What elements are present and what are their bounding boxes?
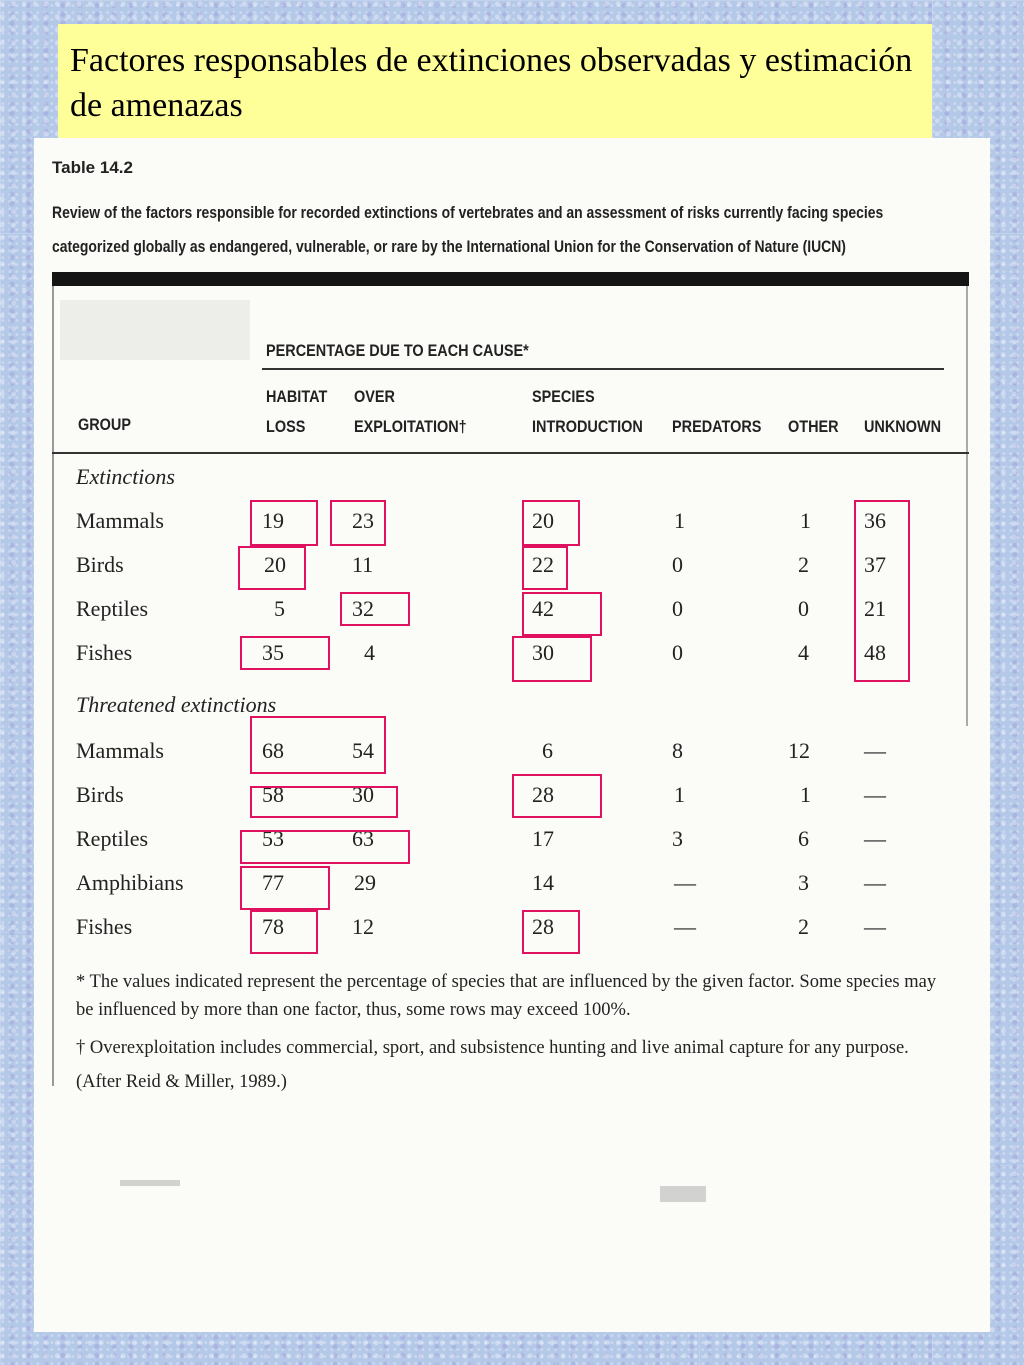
cell-predators: — xyxy=(674,914,696,939)
cell-over: 30 xyxy=(352,782,374,807)
row-label: Birds xyxy=(76,782,124,807)
cell-predators: 0 xyxy=(672,596,683,621)
table-caption xyxy=(52,196,962,264)
highlight-box xyxy=(250,786,398,818)
header-other: OTHER xyxy=(788,417,839,436)
cell-species: 22 xyxy=(532,552,554,577)
row-label: Fishes xyxy=(76,640,133,665)
highlight-box xyxy=(512,774,602,818)
cell-over: 4 xyxy=(364,640,375,665)
cell-unknown: — xyxy=(864,914,886,939)
cell-over: 23 xyxy=(352,508,374,533)
row-label: Fishes xyxy=(76,914,133,939)
cell-predators: 1 xyxy=(674,508,685,533)
cell-over: 32 xyxy=(352,596,374,621)
row-label: Reptiles xyxy=(76,596,149,621)
highlight-box xyxy=(854,500,910,682)
cell-habitat: 78 xyxy=(262,914,284,939)
cell-habitat: 58 xyxy=(262,782,284,807)
header-group: GROUP xyxy=(78,415,131,434)
header-species-introduction xyxy=(532,382,643,442)
row-label: Amphibians xyxy=(76,870,184,895)
cell-other: 4 xyxy=(798,640,809,665)
cell-habitat: 5 xyxy=(274,596,285,621)
header-unknown: UNKNOWN xyxy=(864,417,942,436)
cell-other: 2 xyxy=(798,914,809,939)
caption-line-2: categorized globally as endangered, vulnerable, or rare by the International Union for the Conservation of Nature (IUCN) xyxy=(52,237,846,256)
highlight-box xyxy=(240,636,330,670)
cell-species: 14 xyxy=(532,870,554,895)
cell-predators: 8 xyxy=(672,738,683,763)
cell-habitat: 53 xyxy=(262,826,284,851)
header-spanner: PERCENTAGE DUE TO EACH CAUSE* xyxy=(266,341,529,360)
highlight-box xyxy=(522,910,580,954)
table-right-edge xyxy=(966,286,968,726)
cell-unknown: — xyxy=(864,738,886,763)
cell-over: 12 xyxy=(352,914,374,939)
cell-other: 3 xyxy=(798,870,809,895)
header-habitat-line1: HABITAT xyxy=(266,387,328,406)
cell-predators: 0 xyxy=(672,552,683,577)
row-label: Reptiles xyxy=(76,826,149,851)
header-bottom-rule xyxy=(52,452,969,454)
cell-unknown: 48 xyxy=(864,640,886,665)
row-label: Mammals xyxy=(76,508,164,533)
cell-species: 42 xyxy=(532,596,554,621)
cell-predators: 1 xyxy=(674,782,685,807)
header-habitat-line2: LOSS xyxy=(266,417,306,436)
footnote-star-line1: * The values indicated represent the percentage of species that are influenced by the given factor. Some species may xyxy=(76,972,937,992)
table-label: Table 14.2 xyxy=(52,158,133,177)
header-habitat-loss xyxy=(266,382,327,442)
footnote-star-line2: be influenced by more than one factor, thus, some rows may exceed 100%. xyxy=(76,1000,631,1020)
cell-habitat: 68 xyxy=(262,738,284,763)
cell-species: 30 xyxy=(532,640,554,665)
cell-predators: — xyxy=(674,870,696,895)
header-species-line1: SPECIES xyxy=(532,387,595,406)
cell-species: 17 xyxy=(532,826,554,851)
cell-unknown: 36 xyxy=(864,508,886,533)
cell-over: 54 xyxy=(352,738,374,763)
highlight-box xyxy=(240,830,410,864)
row-label: Birds xyxy=(76,552,124,577)
section-title-threatened: Threatened extinctions xyxy=(76,692,277,717)
highlight-box xyxy=(512,636,592,682)
header-over-line1: OVER xyxy=(354,387,395,406)
cell-predators: 3 xyxy=(672,826,683,851)
highlight-box xyxy=(240,866,330,910)
scan-speck xyxy=(120,1180,180,1186)
cell-species: 28 xyxy=(532,914,554,939)
highlight-box xyxy=(250,910,318,954)
highlight-box xyxy=(522,546,568,590)
cell-habitat: 19 xyxy=(262,508,284,533)
cell-unknown: — xyxy=(864,870,886,895)
highlight-box xyxy=(250,716,386,774)
cell-over: 11 xyxy=(352,552,374,577)
cell-species: 20 xyxy=(532,508,554,533)
scan-speck xyxy=(660,1186,706,1202)
highlight-box xyxy=(340,592,410,626)
header-predators: PREDATORS xyxy=(672,417,762,436)
footnote-source: (After Reid & Miller, 1989.) xyxy=(76,1072,287,1092)
caption-line-1: Review of the factors responsible for recorded extinctions of vertebrates and an assessment of risks currently facing species xyxy=(52,203,884,222)
table-left-edge xyxy=(52,286,54,1086)
footnote-dagger: † Overexploitation includes commercial, sport, and subsistence hunting and live animal capture for any purpose. xyxy=(76,1038,909,1058)
header-over-line2: EXPLOITATION† xyxy=(354,417,467,436)
highlight-box xyxy=(330,500,386,546)
cell-other: 1 xyxy=(800,782,811,807)
highlight-box xyxy=(522,592,602,636)
cell-over: 29 xyxy=(354,870,376,895)
cell-other: 6 xyxy=(798,826,809,851)
cell-unknown: 37 xyxy=(864,552,886,577)
header-species-line2: INTRODUCTION xyxy=(532,417,643,436)
scan-smudge xyxy=(60,300,250,360)
cell-unknown: 21 xyxy=(864,596,886,621)
header-spanner-rule xyxy=(262,368,944,370)
cell-over: 63 xyxy=(352,826,374,851)
cell-species: 6 xyxy=(542,738,553,763)
cell-other: 2 xyxy=(798,552,809,577)
cell-unknown: — xyxy=(864,826,886,851)
slide-title: Factores responsables de extinciones observadas y estimación de amenazas xyxy=(58,24,932,138)
cell-other: 0 xyxy=(798,596,809,621)
cell-species: 28 xyxy=(532,782,554,807)
cell-predators: 0 xyxy=(672,640,683,665)
highlight-box xyxy=(238,546,306,590)
header-overexploitation xyxy=(354,382,467,442)
cell-unknown: — xyxy=(864,782,886,807)
cell-other: 1 xyxy=(800,508,811,533)
table-top-rule xyxy=(52,272,969,286)
highlight-box xyxy=(250,500,318,546)
row-label: Mammals xyxy=(76,738,164,763)
cell-other: 12 xyxy=(788,738,810,763)
section-title-extinctions: Extinctions xyxy=(76,464,175,489)
cell-habitat: 20 xyxy=(264,552,286,577)
highlight-box xyxy=(522,500,580,546)
cell-habitat: 35 xyxy=(262,640,284,665)
cell-habitat: 77 xyxy=(262,870,284,895)
